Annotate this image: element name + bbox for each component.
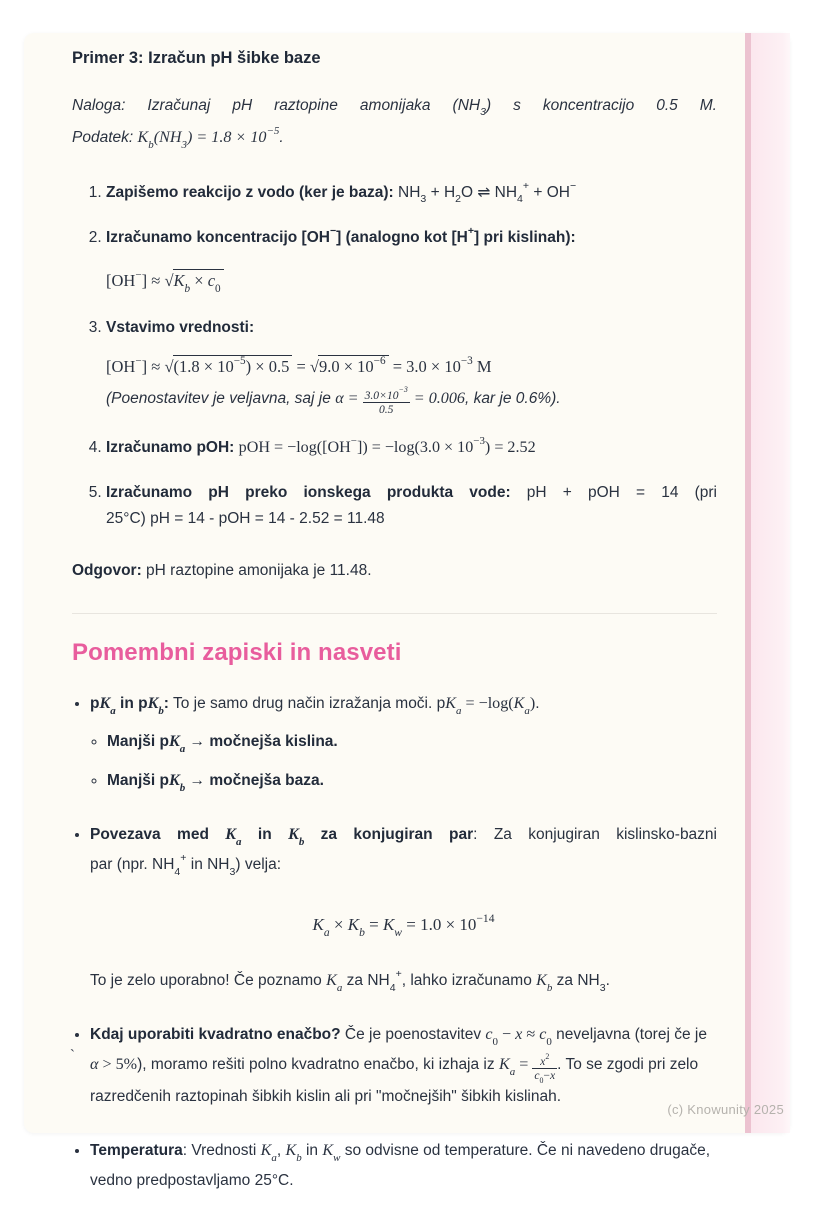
step-5-text-line-2: 25°C) pH = 14 - pOH = 14 - 2.52 = 11.48 <box>106 510 385 528</box>
step-3 <box>106 315 717 416</box>
example-title: Primer 3: Izračun pH šibke baze <box>72 49 321 67</box>
note-pka-pkb-text: • $pK_a$ in $pK_b$: To je samo drug način izražanja moči. $pK_a = -\log(K_a)$. <box>90 695 540 717</box>
step-5 <box>106 480 717 532</box>
step-3-note: (Poenostavitev je veljavna, saj je α = $\frac{3.0\times 10^{-3}}{0.5}$ = 0.006, kar je 0.6%). <box>106 385 561 416</box>
step-5-text-line-1: 5. Izračunamo pH preko ionskega produkta vode: pH + pOH = 14 (pri <box>106 484 717 502</box>
step-2 <box>106 225 717 296</box>
step-3-text: 3. Vstavimo vrednosti: <box>106 319 255 336</box>
notes-list <box>72 689 717 1196</box>
page-edge-stripe <box>751 33 790 1133</box>
note-conjugate-pair <box>90 820 717 996</box>
note-conjugate-line-1: • Povezava med $K_a$ in $K_b$ za konjugiran par: Za konjugiran kislinsko-bazni <box>90 826 717 848</box>
solution-steps-list <box>72 180 717 532</box>
subnote-pkb: ◦ Manjši $pK_b$ → močnejša baza. <box>107 766 717 796</box>
notes-heading: Pomembni zapiski in nasveti <box>72 639 402 667</box>
section-divider <box>72 613 717 614</box>
note-pka-pkb-sublist <box>90 727 717 796</box>
document-content <box>72 33 717 1220</box>
step-1 <box>106 180 717 206</box>
step-2-text: 2. Izračunamo koncentracijo [OH−] (analogno kot [H+] pri kislinah): <box>106 225 576 246</box>
copyright-footer: (c) Knowunity 2025 <box>667 1102 784 1117</box>
answer-paragraph: Odgovor: pH raztopine amonijaka je 11.48. <box>72 562 372 580</box>
kw-formula: $K_a \times K_b = K_w = 1.0 \times 10^{-14}$ <box>312 911 495 939</box>
task-line-1: Naloga: Izračunaj pH raztopine amonijaka $(NH_3)$ s koncentracijo 0.5 M. <box>72 97 717 119</box>
step-3-formula: $[OH^-] \approx √(1.8 \times 10^{-5}) \times 0.5 = √9.0 \times 10^{-6} = 3.0 \times 10^{-3}$ M <box>106 354 492 376</box>
document-card <box>24 33 790 1190</box>
stray-backtick-mark: ` <box>70 1047 75 1064</box>
task-statement <box>72 90 717 154</box>
note-temperature: • Temperatura: Vrednosti $K_a$, $K_b$ in $K_w$ so odvisne od temperature. Če ni navedeno drugače, vedno predpostavljamo 25°C. <box>90 1136 717 1196</box>
note-pka-pkb <box>90 689 717 796</box>
task-line-2: Podatek: $K_b(NH_3) = 1.8 \times 10^{-5}$. <box>72 124 284 151</box>
note-conjugate-line-2: par (npr. $NH_4^+$ in $NH_3$) velja: <box>90 852 282 878</box>
note-quadratic-equation: • Kdaj uporabiti kvadratno enačbo? Če je poenostavitev $c_0 - x \approx c_0$ neveljavna (torej če je α > 5%), moramo rešiti polno kvadratno enačbo, ki izhaja iz $K_a$ = $\frac{x^2}{c_0-x}$ . To se zgodi pri zelo razredčenih raztopinah šibkih kislin ali pri "močnejših" šibkih kislinah. <box>90 1020 717 1112</box>
step-2-formula: $[OH^-] \approx √K_b \times c_0$ <box>106 266 717 296</box>
step-1-text: 1. Zapišemo reakcijo z vodo (ker je baza): $NH_3 + H_2O$ ⇌ $NH_4^+ + OH^-$ <box>106 180 577 206</box>
step-4 <box>106 435 717 461</box>
subnote-pka: ◦ Manjši $pK_a$ → močnejša kislina. <box>107 727 717 757</box>
step-4-text: 4. Izračunamo pOH: pOH = $-\log([OH^-]) = -\log(3.0 \times 10^{-3}) = 2.52$ <box>106 435 536 457</box>
page-edge-stripe-line <box>745 33 751 1133</box>
note-conjugate-followup: To je zelo uporabno! Če poznamo $K_a$ za $NH_4^+$, lahko izračunamo $K_b$ za $NH_3$. <box>90 968 610 994</box>
